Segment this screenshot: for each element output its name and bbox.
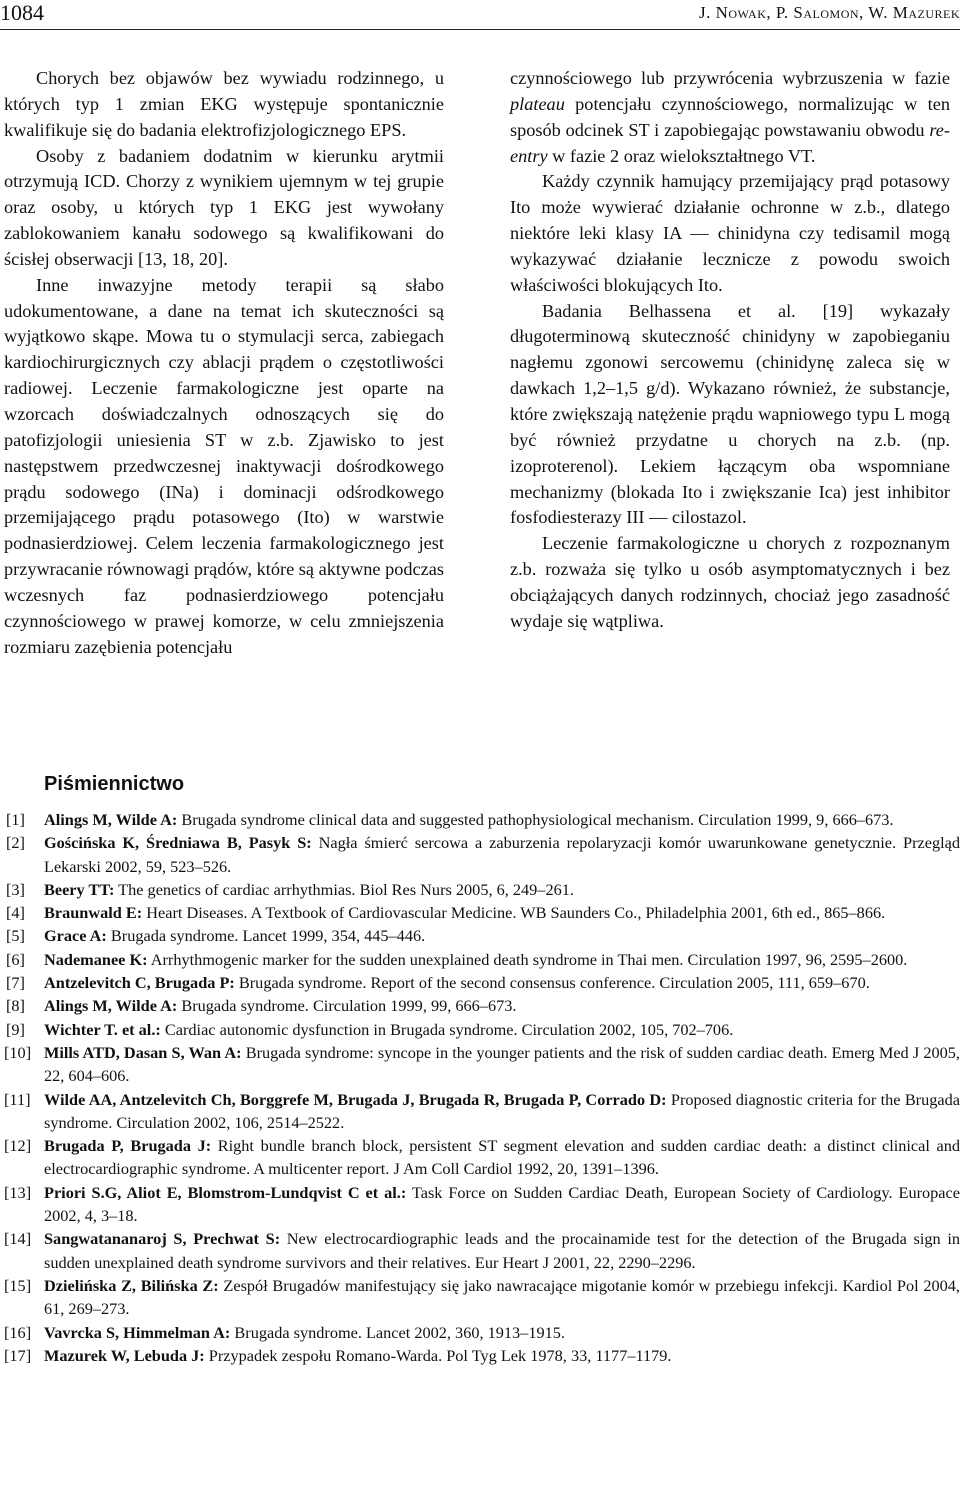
references-heading: Piśmiennictwo	[44, 773, 185, 795]
reference-item	[0, 948, 960, 971]
reference-number: [10]	[4, 1042, 32, 1062]
page-number: 1084	[0, 0, 44, 25]
paragraph: Leczenie farmakologiczne u chorych z rozpoznanym z.b. rozważa się tylko u osób asymptomatycznych i bez obciążających danych rodzinnych, chociaż jego zasadność wydaje się wątpliwa.	[510, 533, 950, 631]
italic-term: plateau	[510, 93, 565, 114]
reference-number: [11]	[4, 1089, 31, 1109]
reference-authors: Braunwald E:	[44, 903, 143, 923]
reference-number: [8]	[6, 996, 25, 1016]
reference-number: [5]	[6, 926, 25, 946]
reference-item	[0, 1181, 960, 1228]
reference-item	[0, 1321, 960, 1344]
reference-text: Brugada syndrome clinical data and suggested pathophysiological mechanism. Circulation 1999, 9, 666–673.	[177, 810, 894, 829]
reference-text: Cardiac autonomic dysfunction in Brugada syndrome. Circulation 2002, 105, 702–706.	[160, 1019, 734, 1039]
paragraph: Chorych bez objawów bez wywiadu rodzinnego, u których typ 1 zmian EKG występuje spontanicznie kwalifikuje się do badania elektrofizjologicznego EPS.	[4, 68, 444, 140]
reference-text: The genetics of cardiac arrhythmias. Biol Res Nurs 2005, 6, 249–261.	[114, 879, 574, 899]
reference-item	[0, 808, 960, 831]
reference-authors: Mazurek W, Lebuda J:	[44, 1345, 205, 1365]
reference-number: [12]	[4, 1136, 32, 1156]
reference-authors: Nademanee K:	[44, 949, 148, 969]
reference-item	[0, 1227, 960, 1274]
text-run: potencjału czynnościowego, normalizując w ten sposób odcinek ST i zapobiegając powstawaniu obwodu	[510, 93, 950, 140]
reference-number: [16]	[4, 1322, 32, 1342]
reference-item	[0, 831, 960, 878]
reference-number: [3]	[6, 879, 25, 899]
reference-text: Zespół Brugadów manifestujący się jako nawracające migotanie komór w przebiegu infekcji. Kardiol Pol 2004, 61, 269–273.	[44, 1275, 960, 1319]
reference-number: [7]	[6, 973, 25, 993]
reference-number: [13]	[4, 1182, 32, 1202]
reference-authors: Priori S.G, Aliot E, Blomstrom-Lundqvist C et al.:	[44, 1182, 407, 1202]
reference-item	[0, 1274, 960, 1321]
reference-item	[0, 994, 960, 1017]
reference-authors: Antzelevitch C, Brugada P:	[44, 973, 235, 993]
reference-text: Heart Diseases. A Textbook of Cardiovascular Medicine. WB Saunders Co., Philadelphia 2001, 6th ed., 865–866.	[142, 903, 886, 923]
reference-item	[0, 1344, 960, 1367]
reference-number: [15]	[4, 1275, 32, 1295]
text-run: w fazie 2 oraz wielokształtnego VT.	[547, 145, 816, 166]
reference-text: Przypadek zespołu Romano-Warda. Pol Tyg Lek 1978, 33, 1177–1179.	[204, 1345, 672, 1365]
left-text-column	[4, 66, 444, 660]
reference-authors: Alings M, Wilde A:	[44, 996, 178, 1016]
reference-number: [6]	[6, 949, 25, 969]
reference-number: [14]	[4, 1229, 32, 1249]
italic-term: re-entry	[510, 119, 950, 166]
reference-item	[0, 1134, 960, 1181]
reference-item	[0, 1041, 960, 1088]
reference-authors: Sangwatananaroj S, Prechwat S:	[44, 1229, 281, 1249]
references-list	[0, 808, 960, 1367]
page-header	[0, 0, 960, 30]
reference-item	[0, 924, 960, 947]
reference-authors: Wilde AA, Antzelevitch Ch, Borggrefe M, Brugada J, Brugada R, Brugada P, Corrado D:	[44, 1089, 667, 1109]
reference-authors: Beery TT:	[44, 879, 115, 899]
text-run: czynnościowego lub przywrócenia wybrzuszenia w fazie	[510, 68, 950, 88]
running-head-authors: J. Nowak, P. Salomon, W. Mazurek	[698, 3, 960, 22]
reference-text: Brugada syndrome. Circulation 1999, 99, 666–673.	[177, 996, 517, 1016]
reference-number: [4]	[6, 903, 25, 923]
reference-number: [17]	[4, 1345, 32, 1365]
paragraph: Badania Belhassena et al. [19] wykazały długoterminową skuteczność chinidyny w zapobieganiu nagłemu zgonowi sercowemu (chinidynę zaleca się w dawkach 1,2–1,5 g/d). Wykazano również, że substancje, które zwiększają natężenie prądu wapniowego typu L mogą być również przydatne u chorych na z.b. (np. izoproterenol). Lekiem łączącym oba wspomniane mechanizmy (blokada Ito i zwiększanie Ica) jest inhibitor fosfodiesterazy III — cilostazol.	[510, 300, 950, 528]
reference-authors: Wichter T. et al.:	[44, 1019, 161, 1039]
reference-authors: Alings M, Wilde A:	[44, 810, 178, 829]
reference-item	[0, 901, 960, 924]
reference-text: New electrocardiographic leads and the procainamide test for the detection of the Brugada sign in sudden unexplained death syndrome survivors and their relatives. Eur Heart J 2001, 22, 2290–2296.	[44, 1229, 960, 1272]
reference-authors: Grace A:	[44, 926, 107, 946]
reference-text: Right bundle branch block, persistent ST segment elevation and sudden cardiac death: a distinct clinical and electrocardiographic syndrome. A multicenter report. J Am Coll Cardiol 1992, 20, 1391–1396.	[44, 1136, 960, 1179]
reference-number: [9]	[6, 1019, 25, 1039]
paragraph	[510, 66, 950, 169]
reference-number: [2]	[6, 833, 25, 853]
reference-authors: Vavrcka S, Himmelman A:	[44, 1322, 231, 1342]
reference-text: Nagła śmierć sercowa a zaburzenia repolaryzacji komór uwarunkowane genetycznie. Przegląd Lekarski 2002, 59, 523–526.	[44, 833, 960, 876]
reference-authors: Mills ATD, Dasan S, Wan A:	[44, 1042, 242, 1062]
reference-authors: Dzielińska Z, Bilińska Z:	[44, 1275, 219, 1295]
reference-text: Arrhythmogenic marker for the sudden unexplained death syndrome in Thai men. Circulation 1997, 96, 2595–2600.	[147, 949, 908, 969]
reference-text: Brugada syndrome. Lancet 2002, 360, 1913–1915.	[230, 1322, 565, 1342]
reference-authors: Gościńska K, Średniawa B, Pasyk S:	[44, 833, 312, 853]
paragraph: Osoby z badaniem dodatnim w kierunku arytmii otrzymują ICD. Chorzy z wynikiem ujemnym w tej grupie oraz osoby, u których typ 1 EKG jest wywołany zablokowaniem kanału sodowego są kwalifikowani do ścisłej obserwacji [13, 18, 20].	[4, 145, 444, 269]
reference-authors: Brugada P, Brugada J:	[44, 1136, 212, 1156]
header-rule	[0, 29, 960, 30]
reference-text: Proposed diagnostic criteria for the Brugada syndrome. Circulation 2002, 106, 2514–2522.	[44, 1089, 960, 1132]
reference-text: Task Force on Sudden Cardiac Death, European Society of Cardiology. Europace 2002, 4, 3–18.	[44, 1182, 960, 1226]
paragraph: Każdy czynnik hamujący przemijający prąd potasowy Ito może wywierać działanie ochronne w z.b., dlatego niektóre leki klasy IA — chinidyna czy tedisamil mogą wykazywać działanie lecznicze z powodu swoich właściwości blokujących Ito.	[510, 171, 950, 295]
reference-item	[0, 878, 960, 901]
reference-number: [1]	[6, 810, 25, 829]
reference-item	[0, 971, 960, 994]
reference-item	[0, 1018, 960, 1041]
reference-text: Brugada syndrome: syncope in the younger patients and the risk of sudden cardiac death. Emerg Med J 2005, 22, 604–606.	[44, 1042, 960, 1086]
reference-text: Brugada syndrome. Lancet 1999, 354, 445–446.	[106, 926, 426, 946]
paragraph: Inne inwazyjne metody terapii są słabo udokumentowane, a dane na temat ich skuteczności są wyjątkowo skąpe. Mowa tu o stymulacji serca, zabiegach kardiochirurgicznych czy ablacji prądem o częstotliwości radiowej. Leczenie farmakologiczne jest oparte na wzorcach doświadczalnych odnoszących się do patofizjologii uniesienia ST w z.b. Zjawisko to jest następstwem przedwczesnej inaktywacji dośrodkowego prądu sodowego (INa) i dominacji odśrodkowego przemijającego prądu potasowego (Ito) w warstwie podnasierdziowej. Celem leczenia farmakologicznego jest przywracanie równowagi prądów, które są aktywne podczas wczesnych faz podnasierdziowego potencjału czynnościowego w prawej komorze, w celu zmniejszenia rozmiaru zazębienia potencjału	[4, 274, 444, 657]
reference-item	[0, 1088, 960, 1135]
reference-text: Brugada syndrome. Report of the second consensus conference. Circulation 2005, 111, 659–670.	[234, 973, 870, 993]
right-text-column	[510, 66, 950, 635]
